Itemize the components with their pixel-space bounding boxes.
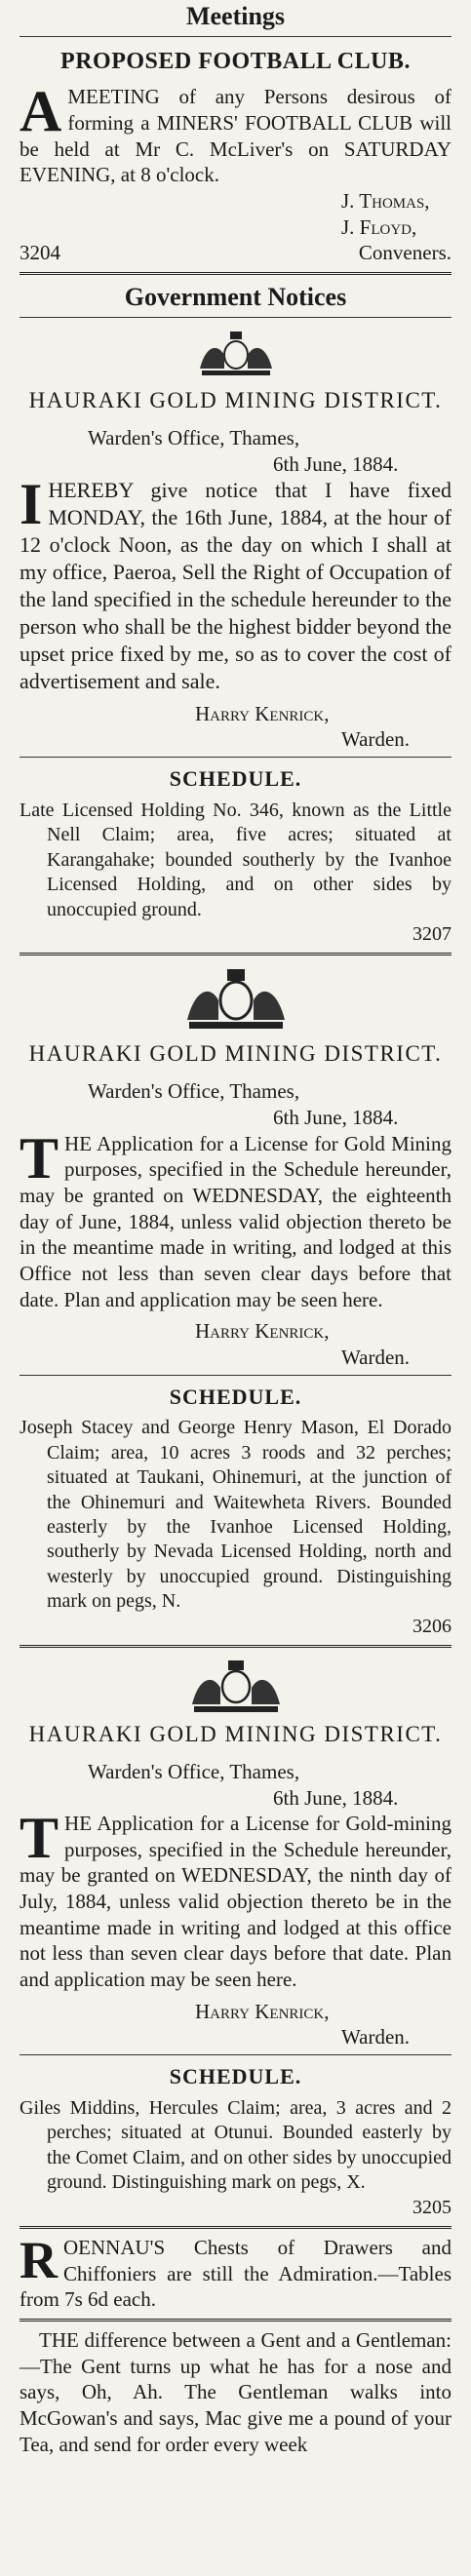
divider <box>20 2319 451 2322</box>
royal-crest-icon <box>192 326 280 380</box>
notice-2-title: HAURAKI GOLD MINING DISTRICT. <box>28 1041 443 1067</box>
roennau-advert: ROENNAU'S Chests of Drawers and Chiffoniers are still the Admiration.—Tables from 7s 6d each. <box>20 2230 451 2312</box>
notice-2-ref: 3206 <box>412 1615 451 1637</box>
dropcap: A <box>20 79 62 144</box>
notice-1-schedule: Late Licensed Holding No. 346, known as the Little Nell Claim; area, five acres; situated at Karangahake; bounded southerly by the Ivanhoe Licensed Holding, and on other sides by unoccupied ground. <box>20 800 451 920</box>
notice-2-signer: Harry Kenrick, <box>195 1319 330 1344</box>
divider <box>20 1375 451 1376</box>
football-club-body: A MEETING of any Persons desirous of forming a MINERS' FOOTBALL CLUB will be held at Mr C. McLiver's on SATURDAY EVENING, at 8 o'clock. <box>20 79 451 187</box>
notice-2-office: Warden's Office, Thames, <box>88 1079 300 1104</box>
dropcap: T <box>20 1125 59 1190</box>
notice-1-office: Warden's Office, Thames, <box>88 425 300 449</box>
notice-2-body: THE Application for a License for Gold Mining purposes, specified in the Schedule hereunder, may be granted on WEDNESDAY, the eighteenth day of June, 1884, unless valid objection thereto be in the meantime made in writing, and lodged at this Office not less than seven clear days before that date. Plan and application may be seen here. <box>20 1125 451 1311</box>
notice-1-body: I HEREBY give notice that I have fixed MONDAY, the 16th June, 1884, at the hour of 12 o'clock Noon, as the day on which I shall at my office, Paeroa, Sell the Right of Occupation of the land specified in the schedule hereunder to the person who shall be the highest bidder beyond the upset price fixed by me, so as to cover the cost of advertisement and sale. <box>20 472 451 693</box>
government-notices-heading: Government Notices <box>124 283 347 312</box>
mcgowan-advert: THE difference between a Gent and a Gentleman:—The Gent turns up what he has for a nose and says, Oh, Ah. The Gentleman walks into McGowan's and says, Mac give me a pound of your Tea, and send for order every week <box>20 2327 451 2456</box>
divider <box>20 1645 451 1648</box>
notice-3-schedule: Giles Middins, Hercules Claim; area, 3 acres and 2 perches; situated at Otunui. Bounded easterly by the Comet Claim, and on other sides by unoccupied ground. Distinguishing mark on pegs, X. <box>20 2097 451 2194</box>
notice-3-schedule-heading: SCHEDULE. <box>169 2064 302 2089</box>
conveners-label: Conveners. <box>358 241 451 265</box>
notice-1-role: Warden. <box>341 727 411 752</box>
ad-ref-number: 3204 <box>20 241 60 265</box>
notice-3-role: Warden. <box>341 2025 411 2049</box>
divider <box>20 317 451 318</box>
meetings-footer <box>20 240 451 266</box>
notice-2-role: Warden. <box>341 1345 411 1369</box>
divider <box>20 953 451 956</box>
convener-2: J. Floyd, <box>341 215 417 239</box>
notice-2-schedule-heading: SCHEDULE. <box>169 1384 302 1409</box>
notice-3-signer: Harry Kenrick, <box>195 1999 330 2023</box>
notice-3-ref: 3205 <box>412 2196 451 2218</box>
divider <box>20 272 451 275</box>
meetings-heading: Meetings <box>185 2 286 30</box>
dropcap: R <box>20 2230 58 2289</box>
dropcap: T <box>20 1806 59 1871</box>
royal-crest-icon <box>177 963 294 1034</box>
notice-1-signer: Harry Kenrick, <box>195 701 330 725</box>
notice-3-title: HAURAKI GOLD MINING DISTRICT. <box>28 1721 443 1746</box>
football-club-title: PROPOSED FOOTBALL CLUB. <box>60 49 411 75</box>
notice-1-date: 6th June, 1884. <box>273 451 399 476</box>
dropcap: I <box>20 472 43 537</box>
notice-3-office: Warden's Office, Thames, <box>88 1759 300 1783</box>
notice-3-date: 6th June, 1884. <box>273 1785 399 1810</box>
divider <box>20 757 451 758</box>
notice-3-body: THE Application for a License for Gold-mining purposes, specified in the Schedule hereunder, may be granted on WEDNESDAY, the ninth day of July, 1884, unless valid objection thereto be in the meantime made in writing and lodged at this office not less than seven clear days before that date. Plan and application may be seen here. <box>20 1806 451 1992</box>
notice-1-title: HAURAKI GOLD MINING DISTRICT. <box>28 388 443 413</box>
notice-2-date: 6th June, 1884. <box>273 1105 399 1129</box>
notice-1-schedule-heading: SCHEDULE. <box>169 766 302 792</box>
convener-1: J. Thomas, <box>341 189 430 214</box>
divider <box>20 36 451 37</box>
royal-crest-icon <box>182 1656 290 1714</box>
divider <box>20 2226 451 2229</box>
notice-2-schedule: Joseph Stacey and George Henry Mason, El Dorado Claim; area, 10 acres 3 roods and 32 perches; situated at Taukani, Ohinemuri, at the junction of the Ohinemuri and Waitewheta Rivers. Bounded easterly by the Ivanhoe Licensed Holding, southerly by Nevada Licensed Holding, north and westerly by unoccupied ground. Distinguishing mark on pegs, N. <box>20 1417 451 1613</box>
notice-1-ref: 3207 <box>412 923 451 945</box>
divider <box>20 2054 451 2055</box>
